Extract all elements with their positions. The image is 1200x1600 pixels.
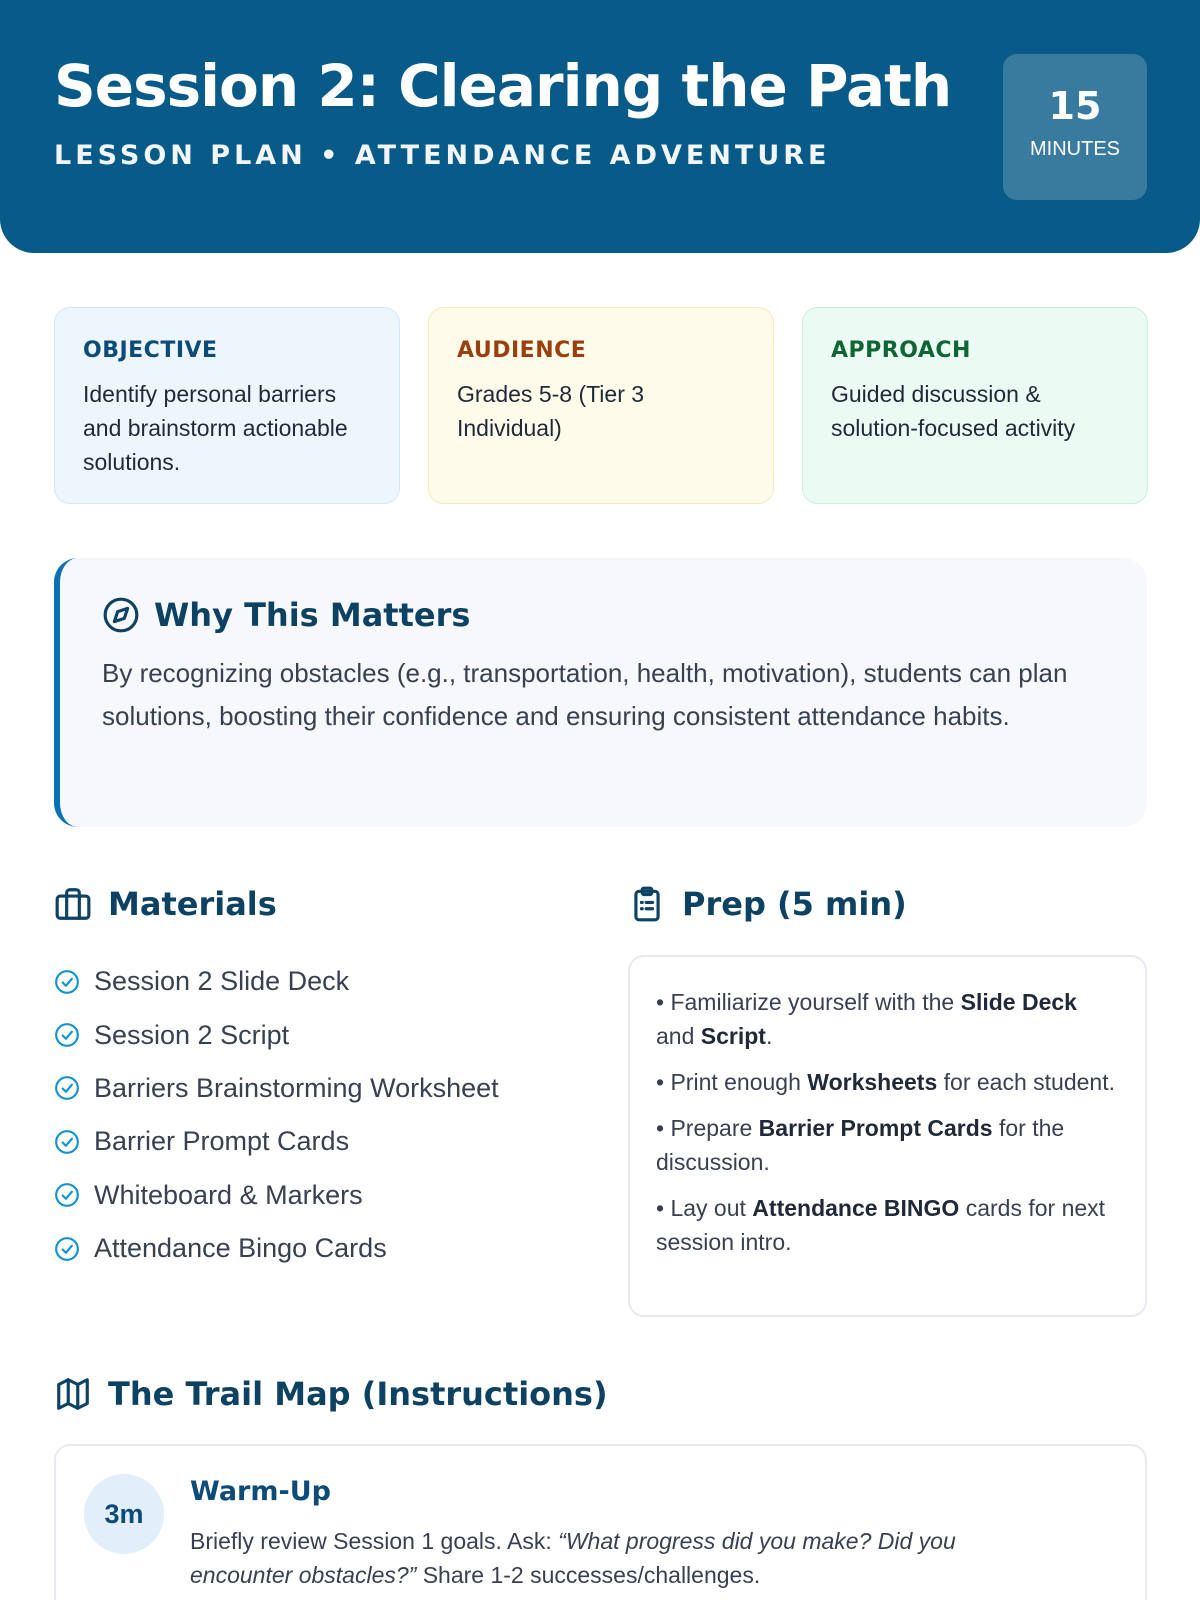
map-icon xyxy=(54,1375,92,1413)
prep-item: • Lay out Attendance BINGO cards for next session intro. xyxy=(656,1195,1106,1255)
materials-list xyxy=(54,955,499,1275)
list-item xyxy=(54,955,499,1008)
material-label: Session 2 Slide Deck xyxy=(94,966,350,997)
audience-label: AUDIENCE xyxy=(457,338,587,363)
approach-label: APPROACH xyxy=(831,338,971,363)
why-title: Why This Matters xyxy=(154,596,471,634)
audience-card xyxy=(428,307,774,504)
clipboard-icon xyxy=(628,885,666,923)
check-circle-icon xyxy=(54,1182,80,1208)
prep-title: Prep (5 min) xyxy=(682,885,907,923)
header-banner xyxy=(0,0,1200,253)
materials-heading xyxy=(54,885,277,923)
check-circle-icon xyxy=(54,1236,80,1262)
list-item xyxy=(54,1222,499,1275)
material-label: Whiteboard & Markers xyxy=(94,1179,363,1210)
why-text: By recognizing obstacles (e.g., transportation, health, motivation), students can plan solutions, boosting their confidence and ensuring consistent attendance habits. xyxy=(102,658,1068,731)
duration-badge xyxy=(1003,54,1147,200)
objective-card xyxy=(54,307,400,504)
material-label: Session 2 Script xyxy=(94,1019,290,1050)
materials-title: Materials xyxy=(108,885,277,923)
why-heading xyxy=(102,596,1107,634)
list-item xyxy=(54,1062,499,1115)
objective-text: Identify personal barriers and brainstorm actionable solutions. xyxy=(83,381,348,475)
step-time-badge: 3m xyxy=(84,1474,164,1554)
list-item xyxy=(54,1008,499,1061)
prep-heading xyxy=(628,885,907,923)
duration-value: 15 xyxy=(1048,84,1102,128)
check-circle-icon xyxy=(54,1129,80,1155)
why-this-matters-panel xyxy=(54,558,1147,827)
duration-unit: MINUTES xyxy=(1030,138,1120,160)
list-item xyxy=(54,1115,499,1168)
material-label: Barriers Brainstorming Worksheet xyxy=(94,1072,499,1103)
list-item xyxy=(54,1169,499,1222)
prep-item: • Prepare Barrier Prompt Cards for the discussion. xyxy=(656,1115,1065,1175)
step-title: Warm-Up xyxy=(190,1476,331,1507)
check-circle-icon xyxy=(54,1075,80,1101)
check-circle-icon xyxy=(54,969,80,995)
check-circle-icon xyxy=(54,1022,80,1048)
prep-item: • Print enough Worksheets for each student. xyxy=(656,1069,1115,1095)
briefcase-icon xyxy=(54,885,92,923)
prep-panel xyxy=(628,955,1147,1317)
audience-text: Grades 5-8 (Tier 3 Individual) xyxy=(457,381,645,441)
approach-text: Guided discussion & solution-focused activity xyxy=(831,381,1076,441)
instruction-step xyxy=(54,1444,1147,1600)
objective-label: OBJECTIVE xyxy=(83,338,218,363)
material-label: Barrier Prompt Cards xyxy=(94,1126,350,1157)
step-text: Briefly review Session 1 goals. Ask: “What progress did you make? Did you encounter obstacles?” Share 1-2 successes/challenges. xyxy=(190,1528,956,1588)
page-title: Session 2: Clearing the Path xyxy=(54,52,952,120)
approach-card xyxy=(802,307,1148,504)
trail-map-heading xyxy=(54,1375,608,1413)
compass-icon xyxy=(102,596,140,634)
material-label: Attendance Bingo Cards xyxy=(94,1233,387,1264)
trail-map-title: The Trail Map (Instructions) xyxy=(108,1375,608,1413)
page-subtitle: LESSON PLAN • ATTENDANCE ADVENTURE xyxy=(54,140,831,171)
prep-item: • Familiarize yourself with the Slide Deck and Script. xyxy=(656,989,1077,1049)
